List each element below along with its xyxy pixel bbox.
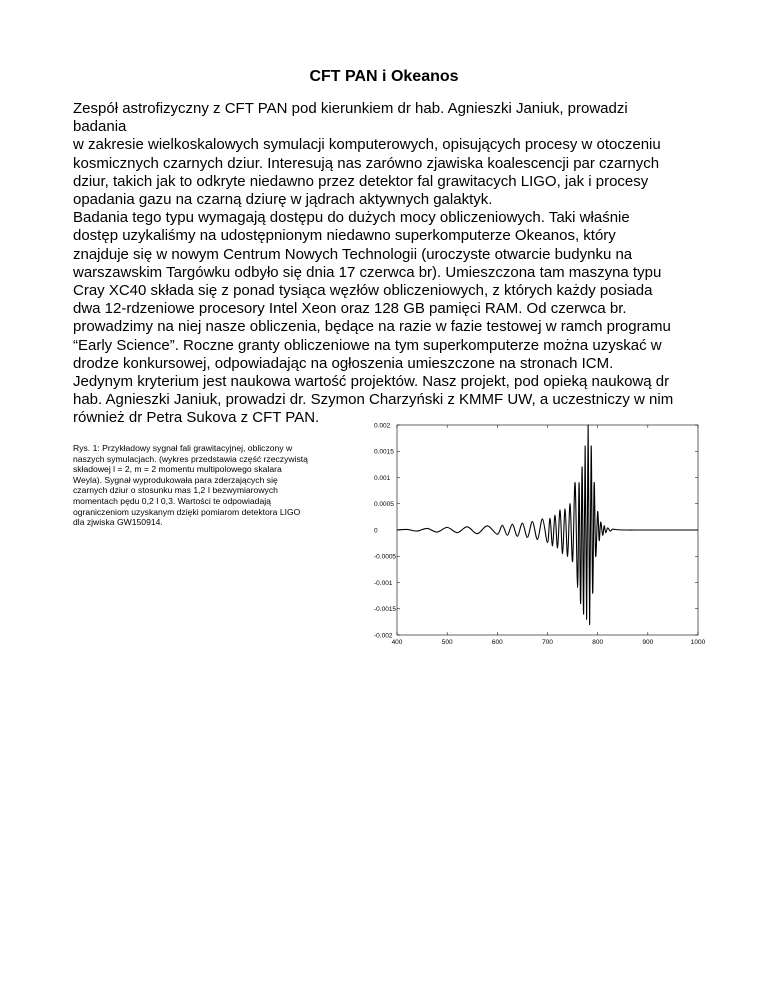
x-tick-label: 1000 bbox=[690, 639, 706, 646]
paragraph-line: Cray XC40 składa się z ponad tysiąca węzłów obliczeniowych, z których każdy posiada bbox=[73, 282, 653, 300]
paragraph-line: badania bbox=[73, 118, 127, 136]
x-tick-label: 800 bbox=[592, 639, 604, 646]
paragraph-line: również dr Petra Sukova z CFT PAN. bbox=[73, 409, 320, 427]
paragraph-line: opadania gazu na czarną dziurę w jądrach aktywnych galaktyk. bbox=[73, 191, 493, 209]
paragraph-line: znajduje się w nowym Centrum Nowych Technologii (uroczyste otwarcie budynku na bbox=[73, 245, 633, 263]
y-tick-label: -0.0015 bbox=[374, 606, 397, 614]
paragraph-line: “Early Science”. Roczne granty obliczeniowe na tym superkomputerze można uzyskać w bbox=[73, 336, 662, 354]
caption-line: momentach pędu 0,2 I 0,3. Wartości te odpowiadają bbox=[73, 495, 271, 506]
figure-caption bbox=[73, 443, 373, 528]
paragraph-line: drodze konkursowej, odpowiadając na ogłoszenia umieszczone na stronach ICM. bbox=[73, 354, 614, 372]
paragraph-line: Jedynym kryterium jest naukowa wartość projektów. Nasz projekt, pod opieką naukową dr bbox=[73, 373, 670, 391]
caption-line: Weyla). Sygnał wyprodukowała para zderzających się bbox=[73, 474, 278, 485]
x-tick-label: 700 bbox=[542, 639, 553, 646]
caption-line: naszych symulacjach. (wykres przedstawia część rzeczywistą bbox=[73, 453, 308, 464]
paragraph-line: Zespół astrofizyczny z CFT PAN pod kierunkiem dr hab. Agnieszki Janiuk, prowadzi bbox=[73, 100, 628, 117]
y-tick-label: -0.002 bbox=[374, 632, 393, 640]
paragraph-line: dostęp uzykaliśmy na udostępnionym niedawno superkomputerze Okeanos, który bbox=[73, 227, 616, 245]
article-paragraph bbox=[73, 100, 713, 428]
waveform-chart-svg bbox=[345, 416, 720, 652]
caption-line: dla zjwiska GW150914. bbox=[73, 517, 163, 528]
caption-line: ograniczeniom uzyskanym dzięki pomiarom detektora LIGO bbox=[73, 506, 301, 517]
y-tick-label: 0 bbox=[374, 527, 378, 535]
x-tick-label: 500 bbox=[441, 639, 453, 646]
y-tick-label: -0.001 bbox=[374, 579, 393, 587]
paragraph-line: prowadzimy na niej nasze obliczenia, będące na razie w fazie testowej w ramch programu bbox=[73, 318, 671, 336]
y-tick-label: 0.0005 bbox=[374, 501, 394, 509]
x-tick-label: 400 bbox=[391, 639, 403, 646]
caption-line: czarnych dziur o stosunku mas 1,2 I bezwymiarowych bbox=[73, 485, 278, 496]
y-tick-label: 0.001 bbox=[374, 474, 391, 482]
waveform-chart bbox=[345, 416, 720, 652]
paragraph-line: hab. Agnieszki Janiuk, prowadzi dr. Szymon Charzyński z KMMF UW, a uczestniczy w nim bbox=[73, 391, 674, 409]
caption-line: Rys. 1: Przykładowy sygnał fali grawitacyjnej, obliczony w bbox=[73, 443, 293, 453]
paragraph-line: Badania tego typu wymagają dostępu do dużych mocy obliczeniowych. Taki właśnie bbox=[73, 209, 630, 227]
y-tick-label: 0.002 bbox=[374, 422, 391, 430]
y-tick-label: 0.0015 bbox=[374, 448, 394, 456]
series-line bbox=[397, 425, 698, 625]
x-tick-label: 900 bbox=[642, 639, 654, 646]
paragraph-line: dziur, takich jak to odkryte niedawno przez detektor fal grawitacych LIGO, jak i procesy bbox=[73, 172, 649, 190]
paragraph-line: kosmicznych czarnych dziur. Interesują nas zarówno zjawiska koalescencji par czarnych bbox=[73, 154, 660, 172]
paragraph-line: w zakresie wielkoskalowych symulacji komputerowych, opisujących procesy w otoczeniu bbox=[73, 136, 661, 154]
x-tick-label: 600 bbox=[491, 639, 503, 646]
paragraph-line: warszawskim Targówku odbyło się dnia 17 czerwca br). Umieszczona tam maszyna typu bbox=[73, 263, 662, 281]
y-tick-label: -0.0005 bbox=[374, 553, 397, 561]
paragraph-line: dwa 12-rdzeniowe procesory Intel Xeon oraz 128 GB pamięci RAM. Od czerwca br. bbox=[73, 300, 627, 318]
page-title: CFT PAN i Okeanos bbox=[309, 68, 459, 85]
caption-line: składowej l = 2, m = 2 momentu multipolowego skalara bbox=[73, 464, 282, 475]
